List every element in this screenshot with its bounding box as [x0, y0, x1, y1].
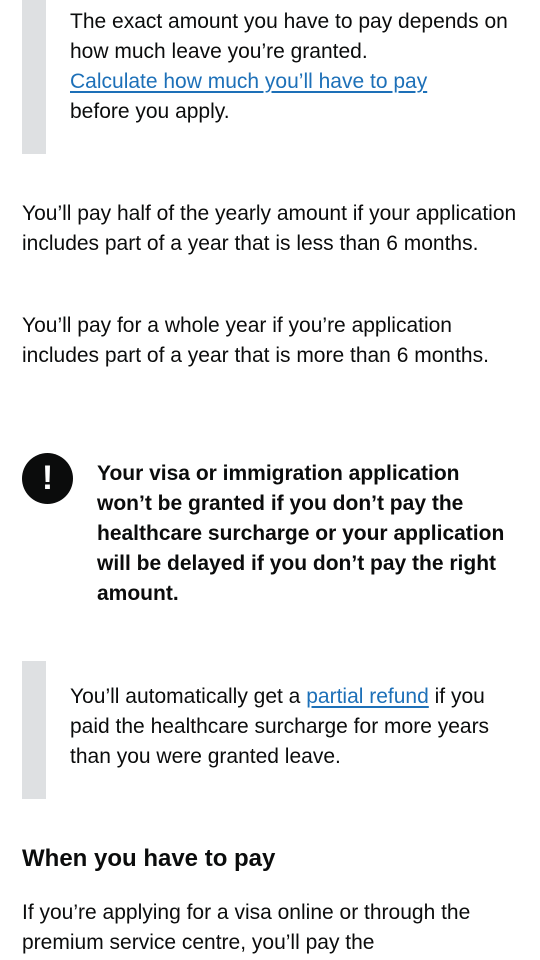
warning-icon: ! [22, 453, 73, 504]
inset-refund-before-text: You’ll automatically get a [70, 685, 301, 708]
inset-refund-after-text: if you paid the healthcare surcharge for more years than you were granted leave. [70, 685, 490, 768]
when-to-pay-paragraph: If you’re applying for a visa online or through the premium service centre, you’ll pay the [22, 901, 471, 954]
inset-text-amount [22, 0, 518, 154]
warning-text: Your visa or immigration application won’t be granted if you don’t pay the healthcare surcharge or your application will be delayed if you don’t pay the right amount. [97, 462, 505, 605]
inset-text-refund [22, 661, 518, 799]
half-year-paragraph: You’ll pay half of the yearly amount if your application includes part of a year that is less than 6 months. [22, 202, 517, 255]
calculate-payment-link[interactable]: Calculate how much you’ll have to pay [70, 70, 428, 93]
whole-year-paragraph: You’ll pay for a whole year if you’re application includes part of a year that is more than 6 months. [22, 314, 489, 367]
section-heading: When you have to pay [22, 845, 276, 872]
partial-refund-link[interactable]: partial refund [306, 685, 429, 708]
inset-amount-after-text: before you apply. [70, 100, 230, 123]
inset-amount-text: The exact amount you have to pay depends on how much leave you’re granted. [70, 10, 508, 63]
